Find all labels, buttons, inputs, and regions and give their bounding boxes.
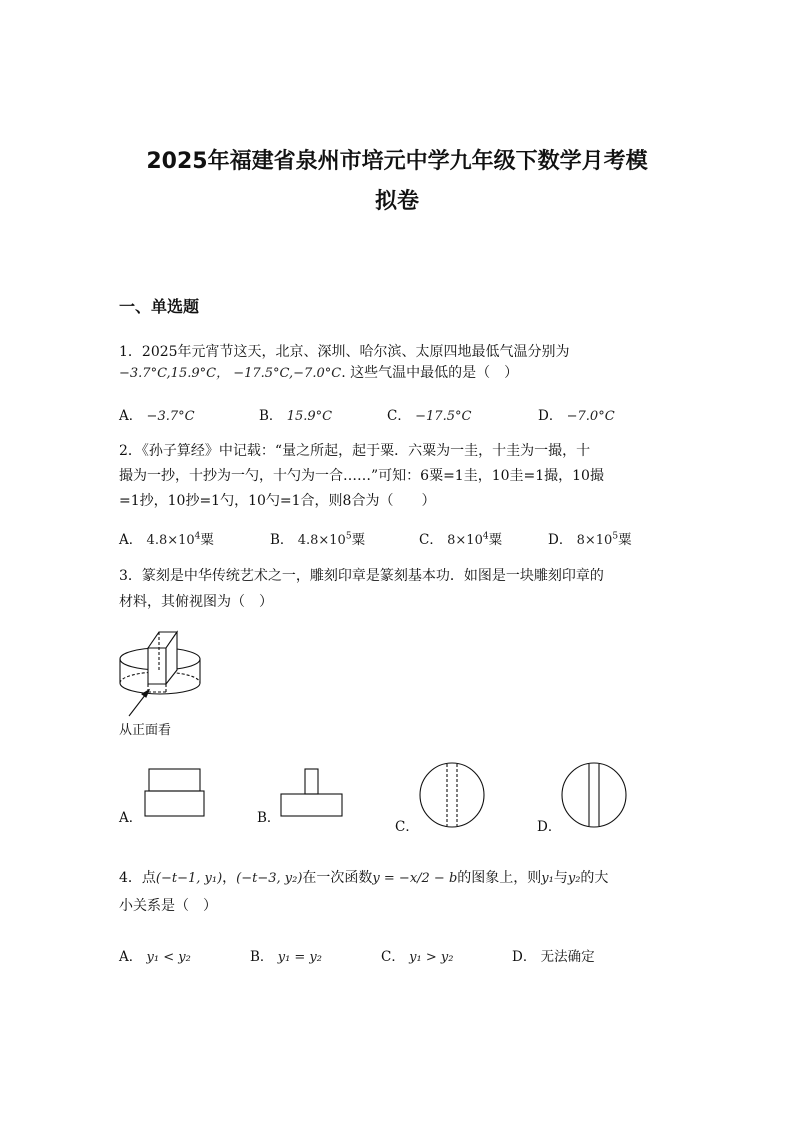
q4-option-c[interactable] (381, 945, 453, 965)
option-letter: B． (259, 408, 283, 424)
q4-and: 与 (553, 870, 568, 886)
q3-option-c-figure (419, 762, 485, 828)
option-text: y₁ > y₂ (409, 950, 454, 965)
q1-option-c[interactable] (387, 404, 471, 424)
option-unit: 粟 (618, 532, 632, 548)
option-exponent: 4 (194, 531, 201, 542)
q4-y2: y₂ (567, 871, 581, 886)
q3-stem-line1: 3．篆刻是中华传统艺术之一，雕刻印章是篆刻基本功．如图是一块雕刻印章的 (119, 568, 604, 584)
q4-prefix: 4．点 (119, 870, 156, 886)
q4-mid-text: 在一次函数 (302, 870, 373, 886)
section-heading-single-choice: 一、单选题 (119, 297, 200, 316)
option-letter: B． (250, 949, 274, 965)
option-base: 8×10 (447, 533, 483, 548)
option-letter: C． (387, 408, 411, 424)
q3-figure-caption: 从正面看 (119, 723, 172, 738)
q1-stem-line1: 1．2025年元宵节这天，北京、深圳、哈尔滨、太原四地最低气温分别为 (119, 344, 570, 360)
q4-linear-function: y = −x/2 − b (372, 871, 458, 886)
option-text: 无法确定 (540, 949, 595, 965)
q4-stem-line1 (119, 868, 608, 889)
q4-separator: ， (222, 870, 237, 886)
option-letter: A． (119, 408, 143, 424)
q3-option-a[interactable]: A． (119, 810, 143, 826)
option-unit: 粟 (488, 532, 503, 548)
q1-option-a[interactable] (119, 404, 195, 424)
q1-stem-line2 (119, 363, 518, 384)
page-title-line2: 拟卷 (374, 189, 419, 214)
q2-option-b[interactable] (270, 528, 365, 548)
option-text: −7.0°C (566, 409, 615, 424)
option-text: 15.9°C (286, 409, 333, 424)
q3-option-d-figure (561, 762, 627, 828)
q3-option-a-figure (145, 768, 205, 820)
option-base: 8×10 (576, 533, 613, 548)
q3-stem-line2: 材料，其俯视图为（ ） (119, 594, 273, 610)
page-title-line1: 2025年福建省泉州市培元中学九年级下数学月考模 (146, 149, 648, 174)
option-letter: B． (270, 532, 294, 548)
option-letter: A． (119, 532, 143, 548)
q4-y1: y₁ (541, 871, 554, 886)
option-text: −17.5°C (415, 409, 472, 424)
option-text: y₁ < y₂ (146, 950, 191, 965)
q4-point2: (−t−3, y₂) (236, 871, 303, 886)
q4-point1: (−t−1, y₁) (155, 871, 223, 886)
q2-stem-line3: =1抄，10抄=1勺，10勺=1合，则8合为（ ） (119, 493, 436, 509)
option-unit: 粟 (200, 532, 214, 548)
q1-option-b[interactable] (259, 404, 332, 424)
q4-end-text: 的大 (580, 870, 609, 886)
q4-option-a[interactable] (119, 945, 191, 965)
option-base: 4.8×10 (146, 533, 195, 548)
option-letter: D． (512, 949, 537, 965)
q2-stem-line1: 2．《孙子算经》中记载：“量之所起，起于粟．六粟为一圭，十圭为一撮，十 (119, 443, 591, 459)
q3-option-b[interactable]: B． (257, 810, 281, 826)
q2-stem-line2: 撮为一抄，十抄为一勺，十勺为一合……”可知：6粟=1圭，10圭=1撮，10撮 (119, 468, 604, 484)
q4-stem-line2: 小关系是（ ） (119, 898, 217, 914)
q3-seal-3d-figure (115, 626, 215, 716)
q3-option-b-figure (281, 768, 343, 820)
option-base: 4.8×10 (297, 533, 346, 548)
q2-option-a[interactable] (119, 528, 214, 548)
q3-option-c[interactable]: C． (395, 819, 419, 835)
option-letter: D． (548, 532, 573, 548)
q2-option-c[interactable] (419, 528, 502, 548)
option-letter: C． (419, 532, 443, 548)
option-text: y₁ = y₂ (277, 950, 322, 965)
option-exponent: 5 (612, 531, 619, 542)
q4-option-d[interactable] (512, 945, 595, 965)
option-letter: A． (119, 949, 143, 965)
option-letter: D． (538, 408, 563, 424)
option-exponent: 5 (345, 531, 352, 542)
q1-stem-question: . 这些气温中最低的是（ ） (341, 365, 519, 381)
q1-option-d[interactable] (538, 404, 615, 424)
option-exponent: 4 (482, 531, 489, 542)
option-unit: 粟 (351, 532, 366, 548)
q1-temperature-values: −3.7°C,15.9°C， −17.5°C,−7.0°C (119, 366, 342, 381)
option-letter: C． (381, 949, 405, 965)
q2-option-d[interactable] (548, 528, 632, 548)
q3-option-d[interactable]: D． (537, 819, 562, 835)
option-text: −3.7°C (146, 409, 195, 424)
q4-option-b[interactable] (250, 945, 322, 965)
q4-after-text: 的图象上，则 (457, 870, 542, 886)
